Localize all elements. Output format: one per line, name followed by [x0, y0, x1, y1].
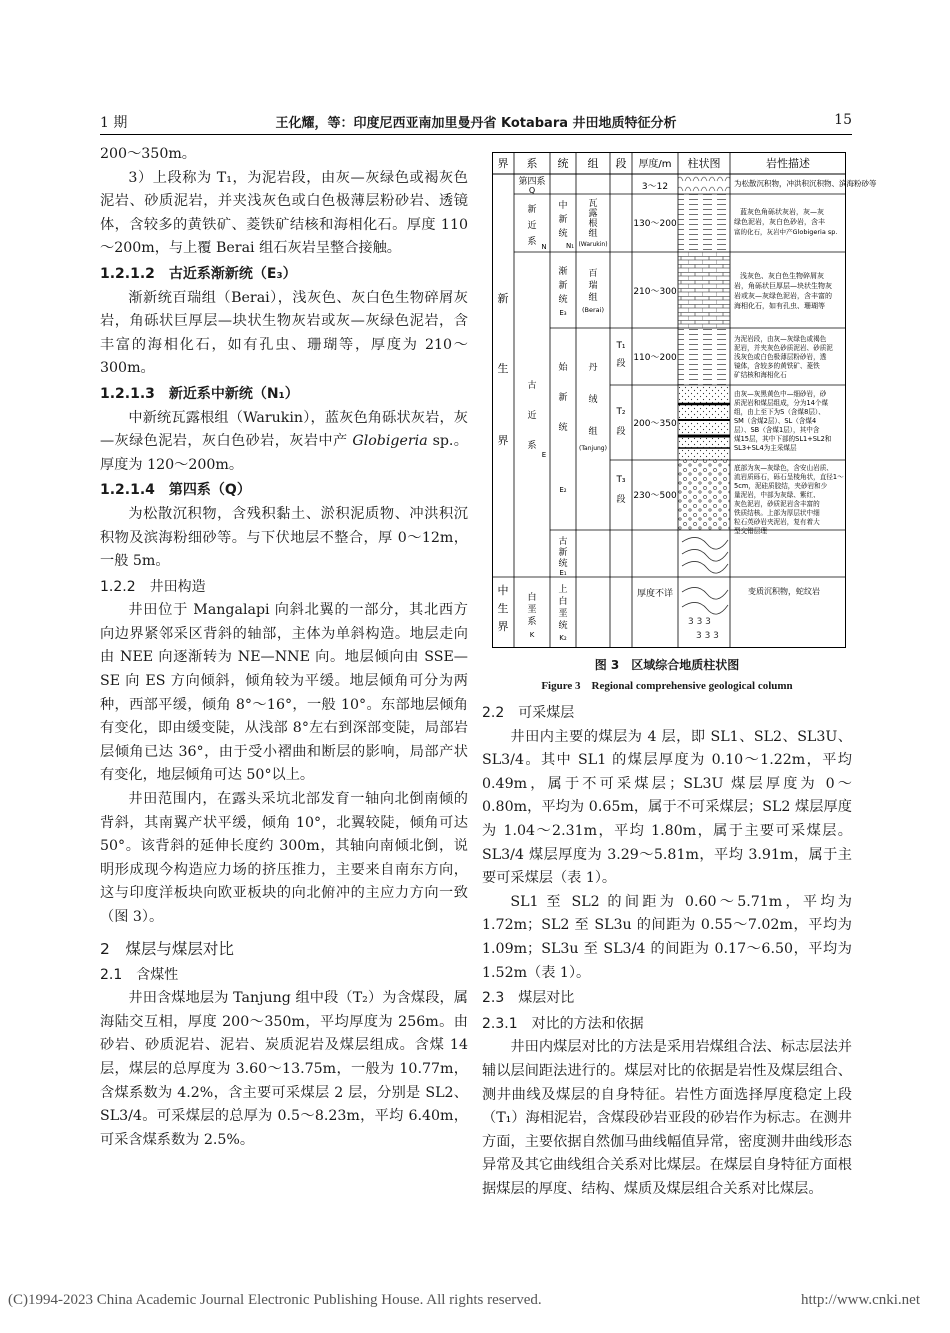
system-symbol: Q — [528, 186, 536, 195]
series-label: 始 — [558, 363, 568, 373]
member-label: 段 — [616, 427, 626, 437]
formation-label: 绒 — [588, 395, 598, 405]
system-label: 系 — [527, 237, 537, 247]
caption-english: Figure 3 Regional comprehensive geological column — [541, 680, 793, 692]
era-label: 新 — [497, 292, 509, 305]
formation-label: 组 — [588, 427, 598, 437]
header-cell: 界 — [497, 157, 509, 170]
header-cell: 统 — [557, 157, 569, 170]
lithology-description: 富的化石，灰岩中产Globigeria sp. — [734, 228, 838, 236]
lithology-description: 镜体，含较多的黄铁矿、菱铁 — [734, 362, 820, 370]
system-symbol: E — [541, 451, 547, 459]
species-name: Globigeria — [352, 433, 428, 450]
paragraph: 为松散沉积物，含残积黏土、淤积泥质物、冲洪积沉积物及滨海粉细砂等。与下伏地层不整合，厚 0～12m，一般 5m。 — [100, 505, 468, 570]
thickness-label: 230～500 — [633, 491, 677, 501]
cnki-link[interactable]: http://www.cnki.net — [800, 1292, 920, 1308]
section-heading: 1.2.1.3 新近系中新统（N₁） — [100, 385, 299, 402]
thickness-label: 3～12 — [641, 182, 669, 192]
lithology-description: 为松散沉积物，冲洪积沉积物、滨海粉砂等 — [734, 179, 877, 188]
section-heading: 2.1 含煤性 — [100, 966, 179, 983]
system-label: 白 — [527, 593, 537, 603]
era-label: 界 — [497, 620, 509, 633]
lithology-description: 层）、SB（含煤1层），其中含 — [734, 426, 820, 434]
series-label: 新 — [558, 281, 568, 291]
system-label: 近 — [527, 411, 537, 421]
series-label: 渐 — [558, 267, 568, 277]
svg-text:3 3 3: 3 3 3 — [696, 631, 719, 641]
lithology-description: 变质沉积物，蛇纹岩 — [748, 587, 820, 596]
system-label: 近 — [527, 221, 537, 231]
lithology-description: 质泥岩和煤层组成，分为14个煤 — [734, 399, 829, 407]
formation-label: 根 — [588, 219, 598, 229]
paragraph: 井田范围内，在露头采坑北部发育一轴向北倒南倾的背斜，其南翼产状平缓，倾角 10°，北翼较陡，倾角可达 50°。该背斜的延伸长度约 300m，其轴向南倾北倒，说明形成现今构造应力场的挤压推力，主要来自南东方向，这与印度洋板块向欧亚板块的向北俯冲的主应力方向一致（图 3）。 — [100, 791, 468, 925]
copyright-text: (C)1994-2023 China Academic Journal Electronic Publishing House. All rights reserved. — [8, 1292, 542, 1308]
series-label: 新 — [558, 393, 568, 403]
member-label: 段 — [616, 495, 626, 505]
caption-chinese: 图 3 区域综合地质柱状图 — [594, 658, 740, 672]
lithology-description: 浅灰色或白色极薄层粉砂岩，透 — [734, 353, 827, 361]
member-label: T₃ — [616, 475, 626, 485]
formation-label: 露 — [588, 209, 598, 219]
formation-label: 组 — [588, 293, 598, 303]
system-label: 古 — [527, 381, 537, 391]
formation-label: 组 — [588, 229, 598, 239]
section-heading: 2.3.1 对比的方法和依据 — [482, 1015, 644, 1032]
header-cell: 段 — [615, 157, 627, 170]
lithology-description: 流岩质砾石，砾石呈棱角状，直径1～ — [734, 473, 844, 481]
lithology-description: 型交错层理 — [734, 527, 767, 535]
era-label: 中 — [497, 584, 509, 597]
geological-column-figure — [492, 152, 877, 648]
lithology-description: 组，由上至下为S（含煤8层）、 — [734, 408, 825, 416]
thickness-label: 厚度不详 — [636, 589, 674, 599]
formation-name: (Tanjung) — [579, 445, 607, 452]
formation-label: 瑞 — [588, 281, 598, 291]
right-column — [482, 700, 852, 1201]
system-label: 系 — [527, 441, 537, 451]
thickness-label: 210～300 — [633, 287, 677, 297]
thickness-label: 110～200 — [633, 353, 677, 363]
system-label: 新 — [527, 205, 537, 215]
paragraph: 200～350m。 — [100, 146, 196, 162]
era-label: 生 — [497, 602, 509, 615]
header-cell: 系 — [526, 157, 538, 170]
era-label: 界 — [497, 434, 509, 447]
series-label: 白 — [558, 597, 568, 607]
paragraph: 渐新统百瑞组（Berai），浅灰色、灰白色生物碎屑灰岩，角砾状巨厚层—块状生物灰岩或灰—灰绿色泥岩，含丰富的海相化石，如有孔虫、珊瑚等，厚度为 210～300m。 — [100, 289, 468, 377]
series-symbol: E₃ — [559, 309, 567, 317]
left-column — [100, 143, 468, 1152]
system-label: 第四系 — [518, 177, 546, 187]
formation-label: 百 — [588, 269, 598, 279]
lithology-description: SL3+SL4为主采煤层 — [734, 444, 797, 452]
lithology-description: 绿色泥岩，灰白色砂岩，含丰 — [734, 218, 825, 226]
series-symbol: K₂ — [559, 634, 567, 642]
system-label: 系 — [527, 617, 537, 627]
series-label: 统 — [558, 559, 568, 569]
svg-text:3 3 3: 3 3 3 — [688, 617, 711, 627]
member-label: T₁ — [616, 341, 626, 351]
lithology-description: 灰色泥岩，砂质泥岩含丰富的 — [734, 500, 820, 508]
lithology-description: 岩，角砾状巨厚层—块状生物灰 — [734, 282, 832, 290]
system-symbol: N — [541, 243, 547, 251]
paragraph: 3）上段称为 T₁，为泥岩段，由灰—灰绿色或褐灰色泥岩、砂质泥岩，并夹浅灰色或白色极薄层粉砂岩、透镜体，含较多的黄铁矿、菱铁矿结核和海相化石。厚度 110～200m，与上覆 Berai 组石灰岩呈整合接触。 — [100, 169, 468, 257]
series-label: 垩 — [558, 609, 568, 619]
page-number: 15 — [834, 112, 852, 128]
lithology-description: 海相化石，如有孔虫、珊瑚等 — [734, 302, 825, 310]
paragraph: 中新统瓦露根组（Warukin），蓝灰色角砾状灰岩，灰—灰绿色泥岩，灰白色砂岩，灰岩中产 Globigeria sp.。厚度为 120～200m。 — [100, 409, 468, 473]
lithology-description: 为泥岩段，由灰—灰绿色或褐色 — [734, 335, 827, 343]
paragraph: SL1 至 SL2 的间距为 0.60～5.71m，平均为 1.72m；SL2 至 SL3u 的间距为 0.55～7.02m，平均为 1.09m；SL3u 至 SL3/4 的间距为 0.17～6.50，平均为 1.52m（表 1）。 — [482, 893, 852, 981]
issue-number: 1 期 — [100, 115, 128, 131]
paragraph: 井田位于 Mangalapi 向斜北翼的一部分，其北西方向边界紧邻采区背斜的轴部，主体为单斜构造。地层走向由 NEE 向逐渐转为 NE—NNE 向。地层倾向由 SSE—SE 向 ES 方向倾斜，倾角较为平缓。地层倾角可分为两种，西部平缓，倾角 8°～16°，一般 10°。东部地层倾角有变化，即由缓变陡，从浅部 8°左右到深部变陡，局部岩层倾角已达 36°，由于受小褶曲和断层的影响，局部产状有变化，地层倾角可达 50°以上。 — [100, 602, 468, 784]
series-label: 统 — [558, 423, 568, 433]
system-symbol: K — [529, 631, 535, 639]
series-label: 古 — [558, 537, 568, 547]
series-label: 新 — [558, 215, 568, 225]
lithology-description: 矿结核和海相化石 — [734, 371, 787, 379]
lithology-description: 铁质结核。上部为厚层状中细 — [734, 509, 820, 517]
thickness-label: 130～200 — [633, 219, 677, 229]
formation-name: (Berai) — [582, 306, 604, 314]
paragraph: 井田含煤地层为 Tanjung 组中段（T₂）为含煤段，属海陆交互相，厚度 200～350m，平均厚度为 256m。由砂岩、砂质泥岩、泥岩、炭质泥岩及煤层组成。含煤 14 层，煤层的总厚度为 3.60～13.75m，一般为 10.77m，含煤系数为 4.2%，含主要可采煤层 2 层，分别是 SL2、SL3/4。可采煤层的总厚为 0.5～8.23m，平均 6.40m，可采含煤系数为 2.5%。 — [100, 990, 468, 1148]
section-heading: 1.2.1.4 第四系（Q） — [100, 482, 251, 499]
formation-label: 丹 — [588, 363, 598, 373]
section-heading: 2.2 可采煤层 — [482, 705, 575, 721]
series-label: 新 — [558, 548, 568, 558]
lithology-description: SM（含煤2层）、SL（含煤4 — [734, 417, 817, 425]
header-cell: 组 — [587, 157, 599, 170]
section-heading: 1.2.2 井田构造 — [100, 578, 206, 595]
lithology-description: 粒石英砂岩夹泥岩，复有着大 — [734, 518, 820, 526]
series-label: 统 — [558, 295, 568, 305]
member-label: T₂ — [616, 407, 626, 417]
lithology-description: 蓝灰色角砾状灰岩，灰—灰 — [740, 208, 824, 216]
lithology-description: 岩或灰—灰绿色泥岩，含丰富的 — [734, 292, 832, 300]
member-label: 段 — [616, 359, 626, 369]
figure-caption — [482, 656, 852, 693]
running-title: 王化耀，等：印度尼西亚南加里曼丹省 Kotabara 井田地质特征分析 — [275, 116, 677, 131]
series-label: 统 — [558, 229, 568, 239]
lithology-description: 煤15层，其中下部的SL1+SL2和 — [734, 435, 832, 443]
formation-name: (Warukin) — [578, 241, 608, 248]
lithology-description: 5cm，泥硅质胶结，夹砂岩和少 — [734, 482, 828, 490]
series-label: 中 — [558, 201, 568, 211]
paragraph: 井田内煤层对比的方法是采用岩煤组合法、标志层法并辅以层间距法进行的。煤层对比的依据是岩性及煤层组合、测井曲线及煤层的自身特征。岩性方面选择厚度稳定上段（T₁）海相泥岩，含煤段砂岩亚段的砂岩作为标志。在测井方面，主要依据自然伽马曲线幅值异常，密度测井曲线形态异常及其它曲线组合关系对比煤层。在煤层自身特征方面根据煤层的厚度、结构、煤质及煤层组合关系对比煤层。 — [482, 1039, 852, 1197]
era-label: 生 — [497, 362, 509, 375]
header-cell: 厚度/m — [638, 159, 672, 170]
header-cell: 柱状图 — [687, 157, 721, 170]
series-symbol: E₂ — [559, 486, 567, 494]
chapter-heading: 2 煤层与煤层对比 — [100, 939, 234, 958]
section-heading: 2.3 煤层对比 — [482, 990, 575, 1007]
series-symbol: E₁ — [559, 569, 567, 577]
header-rule — [100, 134, 852, 135]
lithology-description: 浅灰色、灰白色生物碎屑灰 — [740, 272, 824, 280]
lithology-description: 泥岩，并夹灰色砂质泥岩、砂质泥 — [734, 344, 833, 352]
lithology-description: 量泥岩，中部为灰绿、紫红、 — [734, 491, 820, 499]
lithology-description: 由灰—灰黑黄色中—细砂岩，砂 — [734, 390, 827, 398]
header-cell: 岩性描述 — [766, 157, 810, 170]
series-label: 统 — [558, 621, 568, 631]
thickness-label: 200～350 — [633, 419, 677, 429]
series-label: 上 — [558, 585, 568, 595]
series-symbol: N₁ — [565, 242, 575, 250]
section-heading: 1.2.1.2 古近系渐新统（E₃） — [100, 265, 297, 282]
paragraph: 井田内主要的煤层为 4 层，即 SL1、SL2、SL3U、SL3/4。其中 SL1 的煤层厚度为 0.10～1.22m，平均 0.49m，属于不可采煤层；SL3U 煤层厚度为 0～0.80m，平均为 0.65m，属于不可采煤层；SL2 煤层厚度为 1.04～2.31m，平均 1.80m，属于主要可采煤层。SL3/4 煤层厚度为 3.29～5.81m，平均 3.91m，属于主要可采煤层（表 1）。 — [482, 728, 852, 887]
lithology-description: 底部为灰—灰绿色，含安山岩质、 — [734, 464, 833, 472]
system-label: 垩 — [527, 605, 537, 615]
formation-label: 瓦 — [588, 199, 598, 209]
running-header — [100, 112, 852, 136]
